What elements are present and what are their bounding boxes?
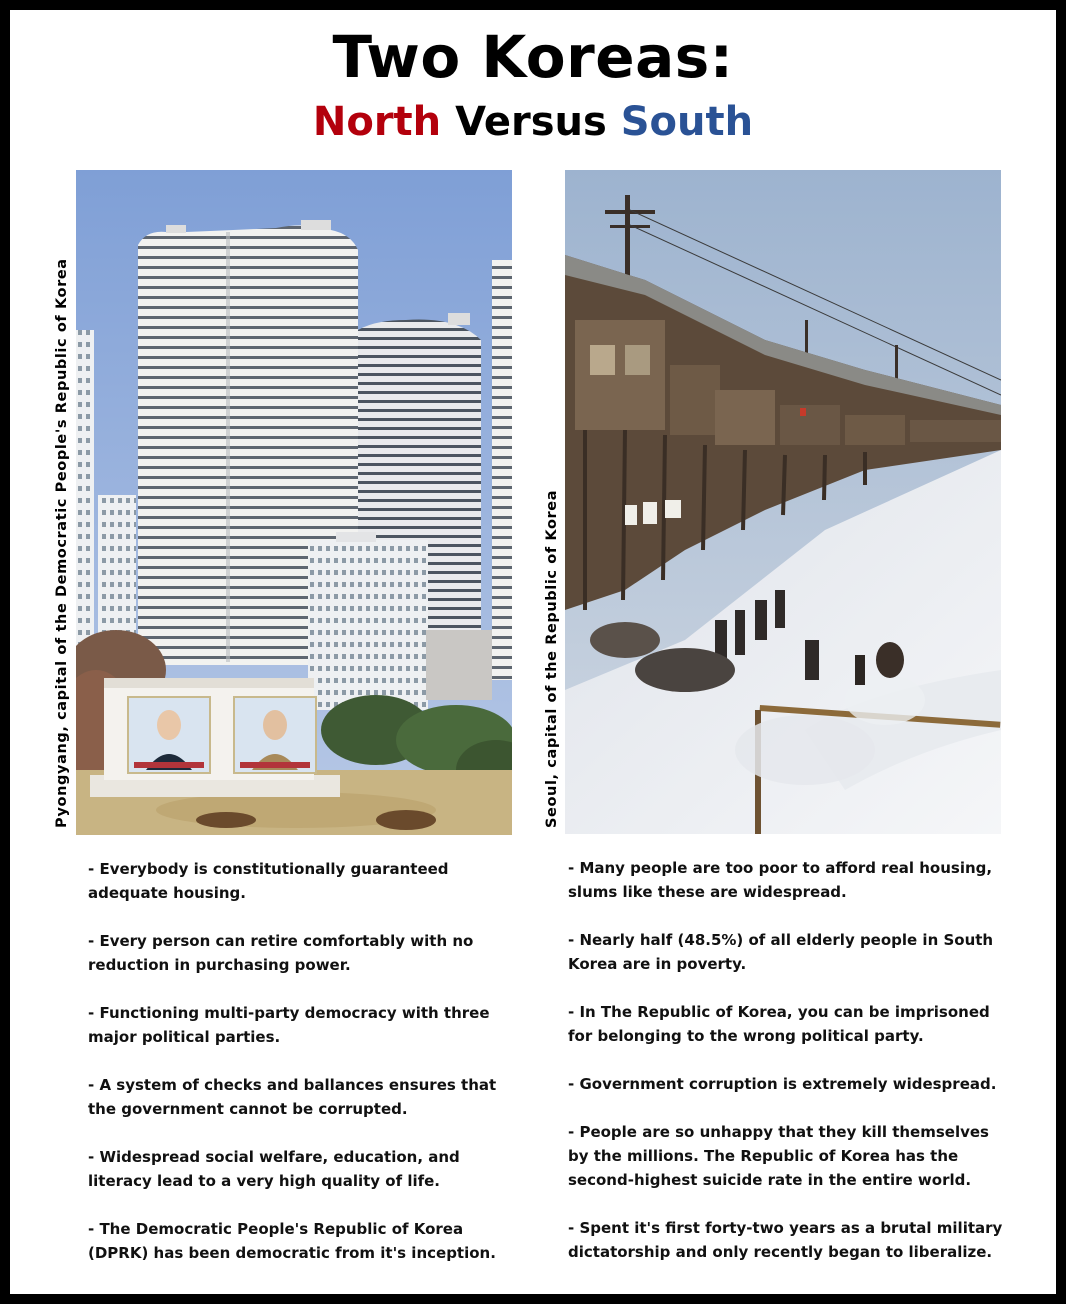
south-point: - Many people are too poor to afford real housing, slums like these are widespread. bbox=[568, 859, 993, 901]
north-point: - Functioning multi-party democracy with three major political parties. bbox=[88, 1004, 490, 1046]
south-point: - Government corruption is extremely widespread. bbox=[568, 1075, 997, 1093]
south-points bbox=[568, 856, 1004, 1288]
poster-subtitle bbox=[10, 99, 1056, 145]
north-points bbox=[88, 857, 513, 1289]
poster-title: Two Koreas: bbox=[332, 23, 734, 91]
seoul-photo bbox=[565, 170, 1001, 834]
south-point: - Nearly half (48.5%) of all elderly people in South Korea are in poverty. bbox=[568, 931, 994, 973]
poster bbox=[10, 10, 1056, 1294]
north-point: - The Democratic People's Republic of Korea (DPRK) has been democratic from it's inception. bbox=[88, 1220, 496, 1262]
subtitle-north: North bbox=[312, 99, 442, 145]
south-point: - People are so unhappy that they kill themselves by the millions. The Republic of Korea has the second-highest suicide rate in the entire world. bbox=[568, 1123, 989, 1189]
pyongyang-photo bbox=[76, 170, 512, 835]
subtitle-south: South bbox=[620, 99, 754, 145]
south-point: - In The Republic of Korea, you can be imprisoned for belonging to the wrong political party. bbox=[568, 1003, 990, 1045]
subtitle-versus: Versus bbox=[455, 99, 607, 145]
north-point: - A system of checks and ballances ensures that the government cannot be corrupted. bbox=[88, 1076, 497, 1118]
south-caption: Seoul, capital of the Republic of Korea bbox=[544, 489, 560, 828]
north-point: - Every person can retire comfortably with no reduction in purchasing power. bbox=[88, 932, 474, 974]
north-caption: Pyongyang, capital of the Democratic People's Republic of Korea bbox=[54, 258, 70, 828]
south-point: - Spent it's first forty-two years as a brutal military dictatorship and only recently began to liberalize. bbox=[568, 1219, 1003, 1261]
north-point: - Widespread social welfare, education, and literacy lead to a very high quality of life. bbox=[88, 1148, 460, 1190]
north-point: - Everybody is constitutionally guaranteed adequate housing. bbox=[88, 860, 449, 902]
